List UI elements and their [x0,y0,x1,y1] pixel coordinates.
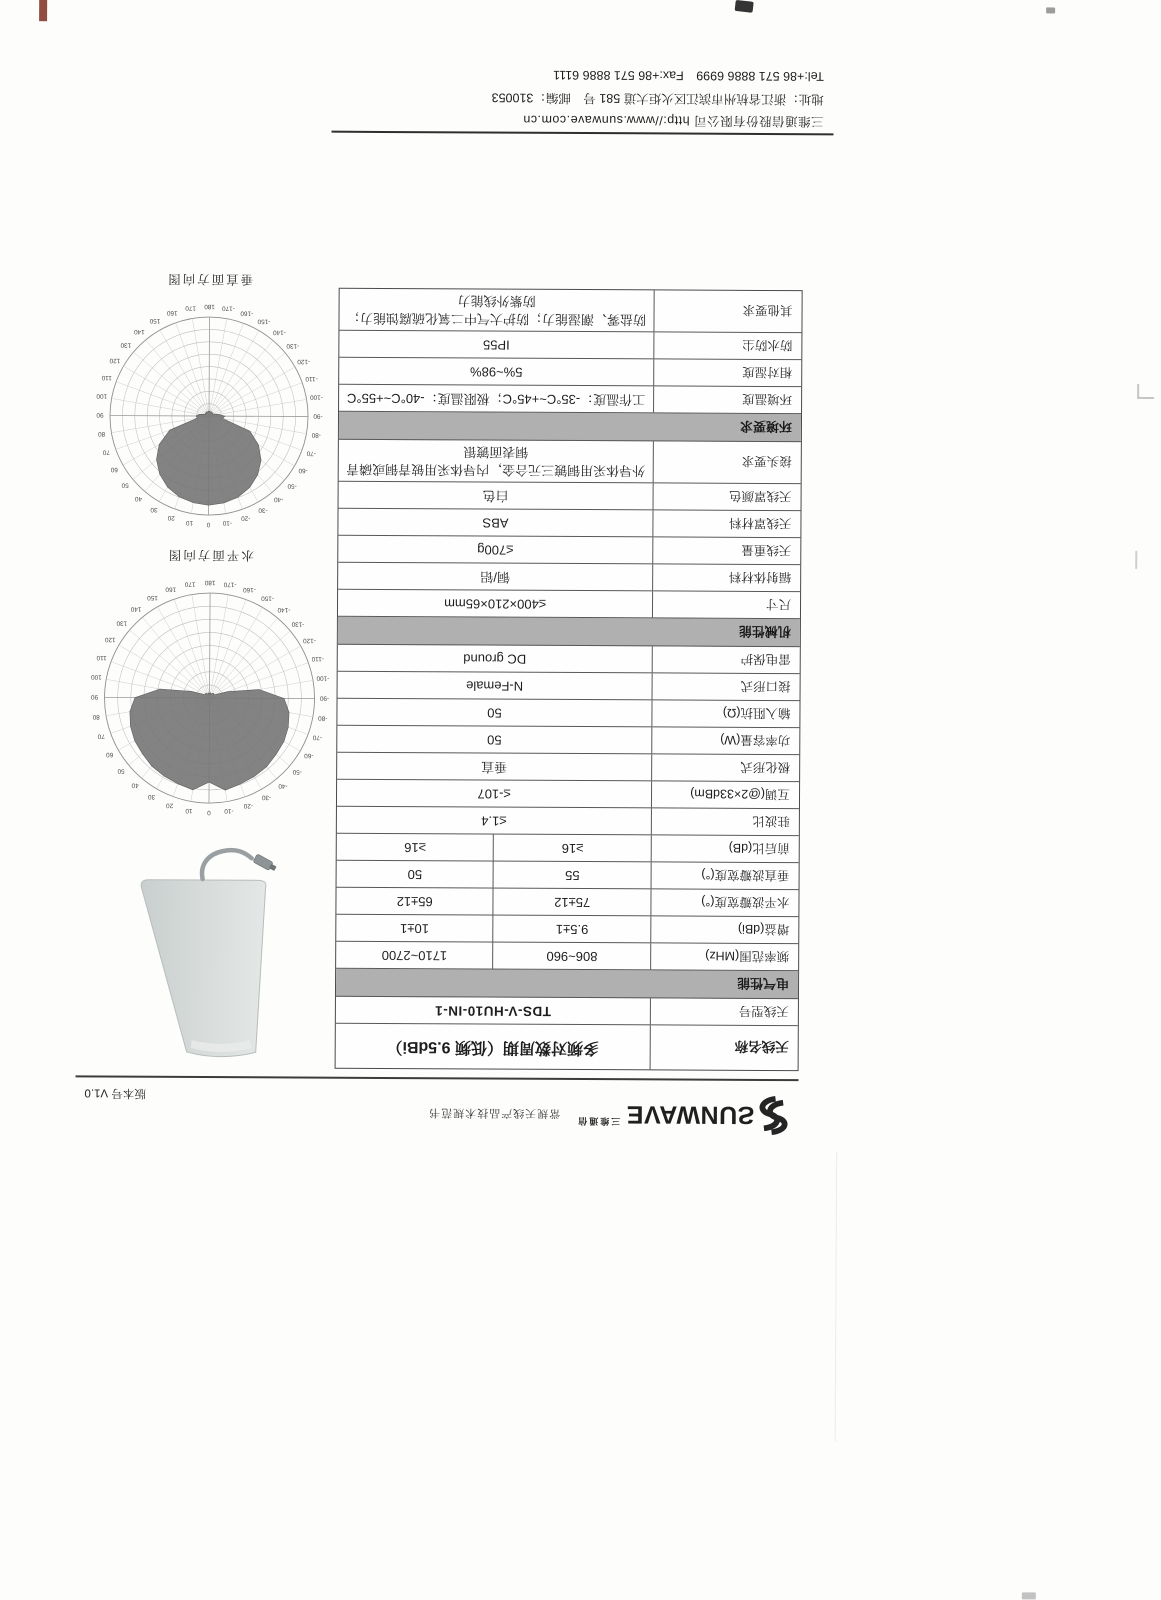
address-line: 地址：浙江省杭州市滨江区火炬大道 581 号 邮编：310053 [491,90,824,106]
svg-text:-110: -110 [305,375,318,383]
svg-text:-100: -100 [310,393,323,401]
header-divider [76,1075,799,1081]
table-row [339,289,801,334]
row-value: ≥16 [404,839,426,855]
svg-text:-80: -80 [318,714,328,722]
svg-text:-150: -150 [257,317,271,325]
row-label: 接头要求 [653,441,801,483]
svg-text:50: 50 [121,481,129,489]
antenna-photo [98,821,289,1060]
svg-text:70: 70 [102,448,110,456]
row-value: 75±12 [493,889,651,916]
scan-artifact-tick [1135,551,1137,569]
svg-text:-130: -130 [286,342,300,350]
table-row [339,440,801,485]
row-value: IP55 [482,337,510,353]
table-row [338,645,800,674]
svg-text:40: 40 [134,494,143,502]
sunwave-s-icon [756,1093,798,1137]
svg-text:0: 0 [207,808,211,816]
svg-text:-100: -100 [316,674,330,682]
row-label: 天线名称 [650,1025,798,1070]
scan-artifact-gray-dash [1046,7,1055,13]
svg-text:80: 80 [92,713,100,721]
svg-text:-60: -60 [304,751,314,759]
svg-text:-40: -40 [278,782,288,790]
svg-text:100: 100 [91,673,102,681]
row-label: 防水防尘 [653,332,801,359]
row-label: 输入阻抗(Ω) [651,700,799,727]
scan-artifact-red-mark [39,0,47,21]
row-value: 55 [493,862,651,889]
row-value: ≥16 [493,835,651,862]
row-value: 5%~98% [469,364,523,380]
svg-text:-160: -160 [240,309,254,317]
svg-text:70: 70 [97,732,105,740]
row-label: 天线重量 [652,537,800,564]
table-row [337,726,799,755]
svg-text:0: 0 [206,520,211,528]
svg-text:100: 100 [96,392,108,400]
logo-chinese-name: 三维通信 [576,1115,621,1127]
row-value: 白色 [482,488,509,504]
row-label: 环境温度 [653,386,801,413]
svg-text:160: 160 [165,585,177,593]
svg-text:-20: -20 [243,802,253,810]
svg-text:-130: -130 [291,620,305,628]
company-line: 三维通信股份有限公司 http://www.sunwave.com.cn [522,112,824,129]
svg-text:120: 120 [109,356,121,364]
table-row [338,590,800,619]
row-value: 垂直 [481,759,508,775]
svg-text:-10: -10 [222,519,233,527]
svg-text:-80: -80 [311,431,321,439]
svg-text:60: 60 [106,750,114,758]
row-label: 功率容量(W) [651,727,799,754]
svg-text:-10: -10 [224,807,234,815]
svg-text:-40: -40 [273,495,284,503]
table-row [336,1024,798,1070]
row-value: 工作温度：-35°C~+45°C；极限温度：-40°C~+55°C [346,390,646,408]
svg-text:160: 160 [166,309,178,317]
phone-line: Tel:+86 571 8886 6999 Fax:+86 571 8886 6111 [553,68,824,84]
horizontal-pattern-chart [83,546,336,820]
svg-text:90: 90 [96,411,104,419]
vertical-pattern-plot [88,295,329,532]
table-row [337,861,799,890]
svg-text:-170: -170 [222,304,235,312]
row-value: N-Female [466,678,524,694]
svg-text:90: 90 [90,693,99,701]
table-row [338,563,800,592]
svg-text:30: 30 [150,505,158,513]
row-value: ≤700g [477,542,514,558]
scan-artifact-dark-mark [735,0,754,13]
horizontal-pattern-plot [83,571,336,820]
row-value: 多频对数周期（低频 9.5dBi） [386,1037,599,1056]
row-value: 50 [407,866,423,882]
svg-text:-140: -140 [273,328,286,336]
table-row [336,888,798,917]
svg-text:-30: -30 [261,793,272,801]
svg-text:50: 50 [117,767,125,775]
table-row [337,834,799,863]
row-value: 10±1 [400,920,430,936]
sunwave-logo [428,1091,798,1137]
row-value: DC ground [463,651,527,667]
table-section-row: 机械性能 [338,617,800,647]
row-label: 雷电保护 [652,646,800,673]
row-label: 驻波比 [651,808,799,835]
document-tagline: 常规天线产品技术规范书 [428,1106,561,1119]
row-value: ≤400×210×65mm [444,596,546,612]
row-label: 其他要求 [653,290,801,332]
svg-text:150: 150 [147,593,158,601]
table-row [337,753,799,782]
antenna-photo-image [98,821,289,1060]
row-value: 铜/铝 [480,569,511,585]
svg-text:-120: -120 [303,636,316,644]
table-row [337,807,799,836]
row-label: 互调(@2×33dBm) [651,781,799,808]
svg-text:-110: -110 [311,655,324,663]
row-label: 辐射体材料 [652,564,800,591]
row-label: 接口形式 [652,673,800,700]
svg-text:180: 180 [204,302,215,310]
table-row [338,536,800,565]
svg-text:10: 10 [185,806,193,815]
row-label: 尺寸 [652,591,800,618]
table-section-row: 环境要求 [339,412,801,442]
svg-text:-50: -50 [287,482,297,490]
row-label: 垂直波瓣宽度(°) [651,862,799,889]
document-header [74,1077,798,1139]
vertical-pattern-caption: 垂直面方向图 [166,271,254,287]
svg-text:10: 10 [185,519,194,527]
svg-text:140: 140 [130,605,142,613]
row-label: 极化形式 [651,754,799,781]
svg-text:180: 180 [204,578,216,586]
row-value: 外导体采用铜镀三元合金，内导体采用铍青铜或磷青铜表面镀银 [346,444,646,479]
svg-text:-160: -160 [243,585,256,594]
svg-text:60: 60 [110,465,118,473]
row-value: 9.5±1 [493,916,651,943]
table-row [339,482,801,511]
svg-text:130: 130 [116,619,128,627]
svg-text:140: 140 [134,327,145,336]
row-label: 增益(dBi) [650,916,798,943]
svg-text:150: 150 [149,317,161,325]
logo-wordmark: ƧUNWAVE [626,1100,755,1129]
table-row [337,780,799,809]
row-value: ≤-107 [477,786,511,802]
svg-text:20: 20 [167,514,175,522]
svg-text:-30: -30 [258,506,268,514]
svg-text:80: 80 [97,430,106,438]
row-label: 频率范围(MHz) [650,943,798,970]
table-row [336,942,798,971]
svg-text:110: 110 [96,653,107,661]
svg-text:40: 40 [131,781,139,789]
svg-text:-150: -150 [261,594,274,602]
row-label: 天线罩颜色 [653,483,801,510]
scan-artifact-crease [835,1151,838,1441]
svg-text:170: 170 [185,304,196,312]
svg-text:-90: -90 [319,694,330,702]
row-value: 65±12 [396,893,433,910]
version-label: 版本号 V1.0 [84,1086,146,1099]
vertical-pattern-chart [88,270,329,532]
svg-text:130: 130 [120,341,132,349]
document-footer [331,64,833,136]
row-label: 水平波瓣宽度(°) [650,889,798,916]
table-row [338,509,800,538]
table-row [337,699,799,728]
svg-text:-20: -20 [241,514,251,522]
svg-text:-170: -170 [223,580,237,588]
svg-text:120: 120 [104,635,116,643]
spec-table [335,288,803,1072]
svg-text:-120: -120 [297,357,311,365]
svg-text:-140: -140 [277,606,291,614]
table-row [336,915,798,944]
table-section-row: 电气性能 [336,969,798,999]
row-value: 50 [487,705,502,721]
horizontal-pattern-caption: 水平面方向图 [166,547,254,563]
svg-text:-70: -70 [312,733,323,741]
table-row [338,672,800,701]
scan-artifact-bracket [1137,384,1154,399]
svg-text:110: 110 [101,374,112,382]
row-label: 相对湿度 [653,359,801,386]
svg-text:-60: -60 [298,466,308,474]
svg-text:-50: -50 [292,768,302,776]
row-label: 天线型号 [650,998,798,1025]
footer-divider [331,131,833,136]
svg-text:20: 20 [166,801,174,809]
table-row [339,358,801,387]
svg-text:30: 30 [147,793,156,801]
row-value: ABS [482,515,509,531]
svg-text:170: 170 [184,580,196,588]
row-value: TDS-V-HU10-IN-1 [434,1003,552,1019]
svg-text:-90: -90 [313,412,323,420]
table-row [339,331,801,360]
row-label: 前后比(dB) [651,835,799,862]
table-row [336,997,798,1026]
svg-text:-70: -70 [306,449,316,457]
scan-artifact-gray-dash [1022,1592,1036,1599]
row-value: 50 [487,732,502,748]
table-row [339,385,801,414]
row-value: 806~960 [493,943,651,970]
row-value: ≤1.4 [481,813,507,829]
row-value: 1710~2700 [381,947,448,964]
row-value: 防盐雾、潮湿能力；防护大气中二氧化硫腐蚀能力；防紫外线能力 [346,293,647,328]
row-label: 天线罩材料 [652,510,800,537]
